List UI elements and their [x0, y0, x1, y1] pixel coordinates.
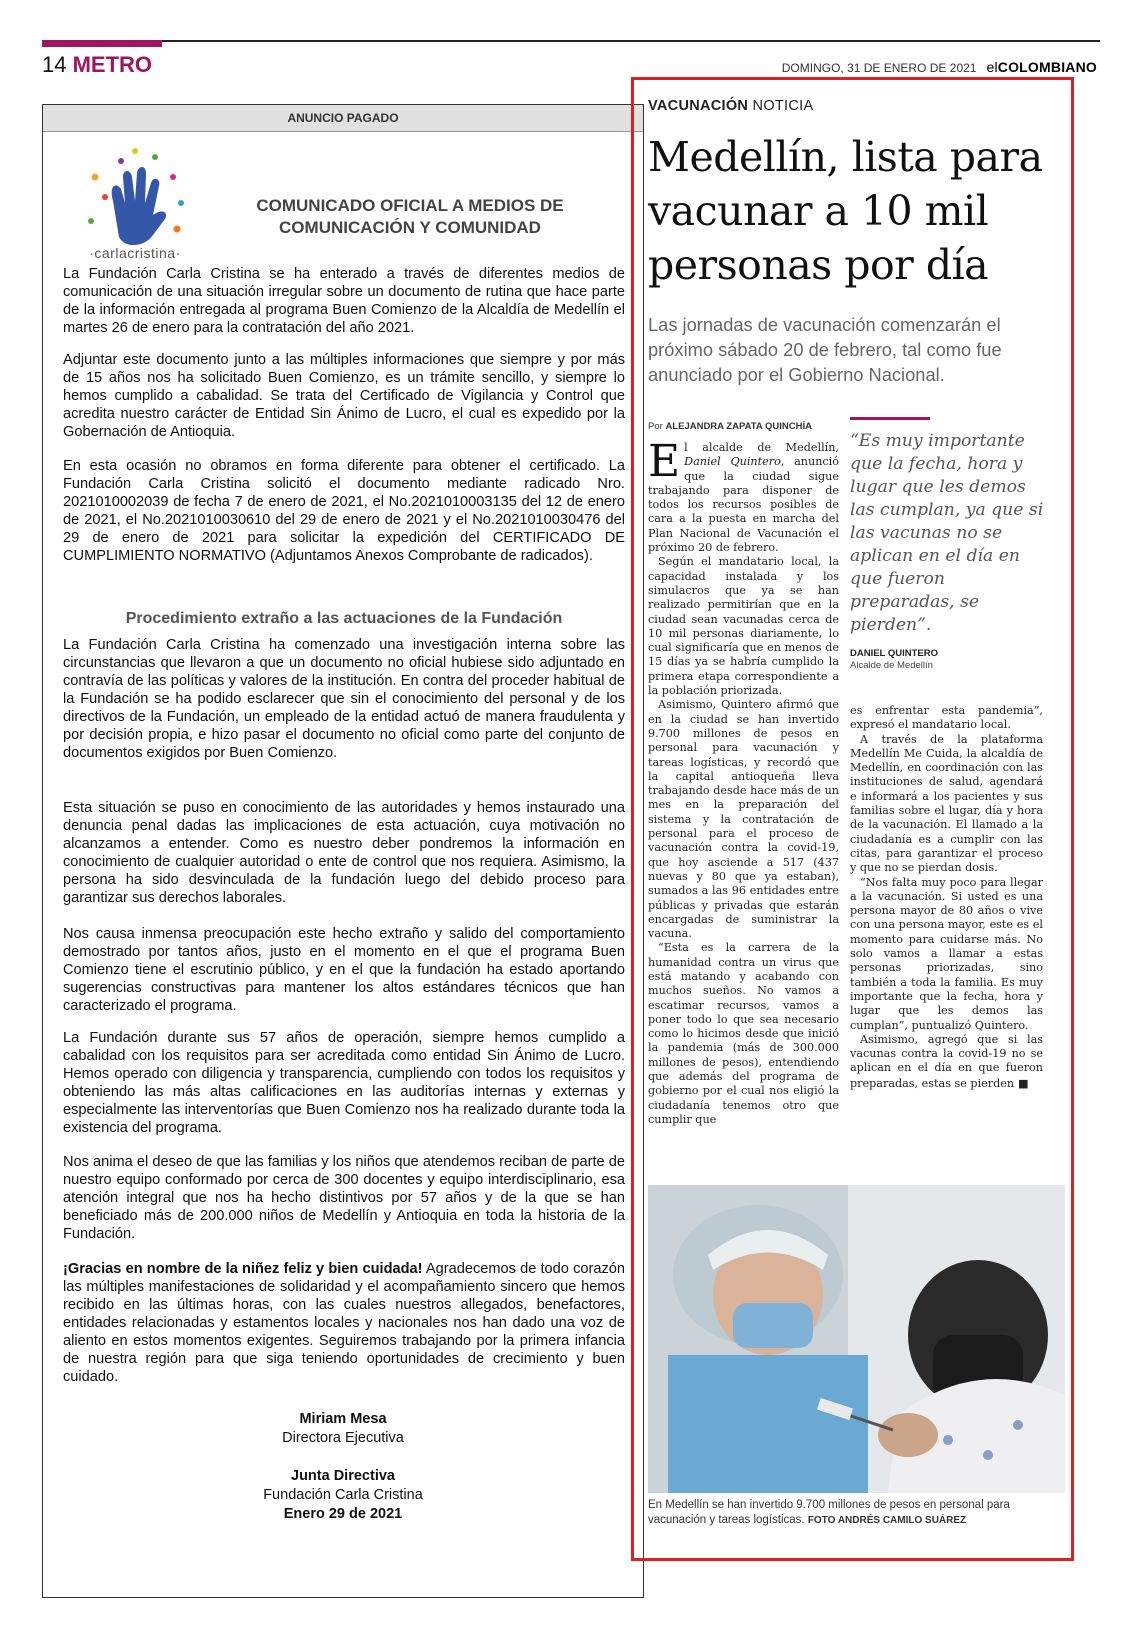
- article-paragraph: Según el mandatario local, la capacidad instalada y los simulacros que ya se han realizado permitirían que en la ciudad sean vacunadas cerca de 10 mil personas diariamente, lo cual significaría que en menos de 15 días ya se habría cumplido la primera etapa correspondiente a la población priorizada.: [648, 555, 839, 698]
- article-kicker: VACUNACIÓN NOTICIA: [648, 98, 814, 114]
- article-headline: Medellín, lista para vacunar a 10 mil personas por día: [648, 133, 1043, 289]
- section-name: METRO: [72, 52, 153, 77]
- photo-caption: En Medellín se han invertido 9.700 millones de pesos en personal para vacunación y tareas logísticas. FOTO ANDRÉS CAMILO SUÁREZ: [648, 1499, 1010, 1526]
- article-column-2: [850, 704, 1043, 1091]
- vaccination-photo: [648, 1185, 1065, 1493]
- logo-wordmark: ·carlacristina·: [89, 245, 181, 261]
- org-name: Fundación Carla Cristina: [263, 1487, 423, 1503]
- article-paragraph: El alcalde de Medellín, Daniel Quintero, anunció que la ciudad sigue trabajando para disponer de todos los recursos posibles de cara a la puesta en marcha del Plan Nacional de Vacunación el próximo 20 de febrero.: [648, 436, 839, 555]
- article-paragraph: Asimismo, Quintero afirmó que en la ciudad se han invertido 9.700 millones de pesos en personal para vacunación y tareas logísticas, y recordó que la capital antioqueña lleva trabajando desde hace más de un mes en la preparación del sistema y la contratación de personal para el proceso de vacunación contra la covid-19, que hoy asciende a 517 (437 nuevas y 80 que ya estaban), sumados a las 96 entidades entre públicas y privadas que estarán encargadas de suministrar la vacuna.: [648, 698, 839, 941]
- page-header-right: [782, 59, 1097, 75]
- article-byline: Por ALEJANDRA ZAPATA QUINCHÍA: [648, 421, 812, 432]
- quote-author: DANIEL QUINTERO: [850, 648, 938, 659]
- section-accent-bar: [42, 40, 162, 47]
- article-deck: Las jornadas de vacunación comenzarán el próximo sábado 20 de febrero, tal como fue anunciado por el Gobierno Nacional.: [648, 314, 1002, 385]
- page-header-left: [42, 52, 152, 78]
- ad-paragraph: Esta situación se puso en conocimiento de las autoridades y hemos instaurado una denuncia penal dadas las implicaciones de esta actuación, cuya motivación no alcanzamos a entender. Como es nuestro deber pondremos la información en conocimiento de cualquier autoridad o ente de control que nos requiera. Asimismo, la persona ha sido desvinculada de la fundación luego del debido proceso para garantizar sus derechos laborales.: [63, 800, 625, 906]
- photo-credit: FOTO ANDRÉS CAMILO SUÁREZ: [807, 1515, 967, 1526]
- ad-paragraph: Adjuntar este documento junto a las múltiples informaciones que siempre y por más de 15 años nos ha solicitado Buen Comienzo, es un trámite sencillo, y siempre lo hemos cumplido a cabalidad. Se trata del Certificado de Vigilancia y Control que acredita nuestro carácter de Entidad Sin Ánimo de Lucro, el cual es expedido por la Gobernación de Antioquia.: [63, 352, 625, 440]
- ad-paragraph: La Fundación Carla Cristina ha comenzado una investigación interna sobre las circunstancias que llevaron a que un documento no oficial hubiese sido adjuntado en contravía de las políticas y valores de la institución. En contra del proceder habitual de la Fundación se ha podido esclarecer que sin el conocimiento del personal y de los directivos de la Fundación, un empleado de la entidad actuó de manera fraudulenta y por decisión propia, e hizo pasar el documento no oficial como parte del conjunto de documentos exigidos por Buen Comienzo.: [63, 637, 625, 761]
- ad-paragraph: La Fundación Carla Cristina se ha enterado a través de diferentes medios de comunicación de una situación irregular sobre un documento de rutina que hace parte de la información entregada al programa Buen Comienzo de la Alcaldía de Medellín el martes 26 de enero para la contratación del año 2021.: [63, 266, 625, 336]
- drop-cap: E: [648, 436, 681, 487]
- signer-name: Miriam Mesa: [299, 1411, 387, 1427]
- article-column-1: [648, 436, 839, 1127]
- ad-title: COMUNICADO OFICIAL A MEDIOS DE COMUNICACIÓN Y COMUNIDAD: [256, 196, 564, 237]
- issue-date: DOMINGO, 31 DE ENERO DE 2021: [781, 61, 977, 75]
- news-article: [631, 77, 1074, 1561]
- article-paragraph: es enfrentar esta pandemia”, expresó el mandatario local.: [850, 704, 1043, 732]
- article-paragraph: A través de la plataforma Medellín Me Cuida, la alcaldía de Medellín, en coordinación con las instituciones de salud, agendará e informará a los pacientes y sus familias sobre el lugar, día y hora de la vacunación. El llamado a la ciudadanía es a cumplir con las citas, para garantizar el proceso y que no se pierdan dosis.: [850, 732, 1043, 875]
- ad-closing-paragraph: ¡Gracias en nombre de la niñez feliz y bien cuidada! Agradecemos de todo corazón las múltiples manifestaciones de solidaridad y el acompañamiento sincero que hemos recibido en las últimas horas, con las cuales nuestros allegados, benefactores, entidades relacionadas y estamentos locales y nacionales nos han dado una voz de aliento en estos momentos exigentes. Seguiremos trabajando por la primera infancia de nuestra región para que siga teniendo oportunidades de crecimiento y buen cuidado.: [63, 1261, 625, 1385]
- brand-logo: elCOLOMBIANO: [986, 59, 1097, 75]
- paid-announcement: [42, 104, 644, 1598]
- article-paragraph: Asimismo, agregó que si las vacunas contra la covid-19 no se aplican en el día en que fueron preparadas, estas se pierden ■: [850, 1032, 1043, 1090]
- quote-author-role: Alcalde de Medellín: [850, 660, 933, 671]
- signature-block: [43, 1410, 643, 1448]
- board-label: Junta Directiva: [291, 1468, 395, 1484]
- ad-paragraph: La Fundación durante sus 57 años de operación, siempre hemos cumplido a cabalidad con los requisitos para ser acreditada como entidad Sin Ánimo de Lucro. Hemos operado con diligencia y transparencia, cumpliendo con todos los requisitos y obteniendo las más altas calificaciones en las auditorías internas y externas y especialmente las interventorías que Buen Comienzo nos ha realizado durante toda la existencia del programa.: [63, 1030, 625, 1136]
- ad-paragraph: En esta ocasión no obramos en forma diferente para obtener el certificado. La Fundación Carla Cristina solicitó el documento mediante radicado Nro. 2021010002039 de fecha 7 de enero de 2021, el No.2021010003135 del 12 de enero de 2021, el No.2021010030610 del 29 de enero de 2021 y el No.2021010030476 del 29 de enero de 2021 para solicitar la expedición del CERTIFICADO DE CUMPLIMIENTO NORMATIVO (Adjuntamos Anexos Comprobante de radicados).: [63, 458, 625, 564]
- ad-label: ANUNCIO PAGADO: [43, 105, 643, 132]
- signer-role: Directora Ejecutiva: [282, 1430, 404, 1446]
- article-paragraph: “Nos falta muy poco para llegar a la vacunación. Si usted es una persona mayor de 80 años o vive con una persona mayor, este es el momento para cuidarse más. No solo vamos a llamar a estas personas priorizadas, sino también a toda la familia. Es muy importante que la fecha, hora y lugar que les demos las cumplan”, puntualizó Quintero.: [850, 875, 1043, 1032]
- page-number: 14: [42, 52, 67, 77]
- quote-accent-bar: [850, 417, 930, 420]
- ad-subtitle: Procedimiento extraño a las actuaciones de la Fundación: [125, 610, 563, 627]
- ad-date: Enero 29 de 2021: [283, 1506, 403, 1522]
- header-rule: [42, 40, 1100, 42]
- pull-quote: “Es muy importante que la fecha, hora y lugar que les demos las cumplan, ya que si las vacunas no se aplican en el día en que fueron preparadas, se pierden”.: [850, 431, 1044, 635]
- board-block: [43, 1467, 643, 1524]
- ad-paragraph: Nos causa inmensa preocupación este hecho extraño y salido del comportamiento demostrado por tantos años, justo en el momento en el que el programa Buen Comienzo tiene el escrutinio público, y en el que la fundación ha estado aportando sugerencias constructivas para mantener los altos estándares técnicos que han caracterizado el programa.: [63, 926, 625, 1014]
- article-paragraph: “Esta es la carrera de la humanidad contra un virus que está matando y acabando con muchos sueños. No vamos a escatimar recursos, vamos a poner todo lo que sea necesario como lo hicimos desde que inició la pandemia (más de 300.000 millones de pesos), entendiendo que además del programa de gobierno por el cual nos eligió la ciudadanía tenemos otro que cumplir que: [648, 941, 839, 1126]
- ad-paragraph: Nos anima el deseo de que las familias y los niños que atendemos reciban de parte de nuestro equipo conformado por cerca de 300 docentes y equipo interdisciplinario, esa atención integral que nos ha hecho distintivos por 57 años y de la que se han beneficiado más de 200.000 niños de Medellín y Antioquia en toda la historia de la Fundación.: [63, 1154, 625, 1242]
